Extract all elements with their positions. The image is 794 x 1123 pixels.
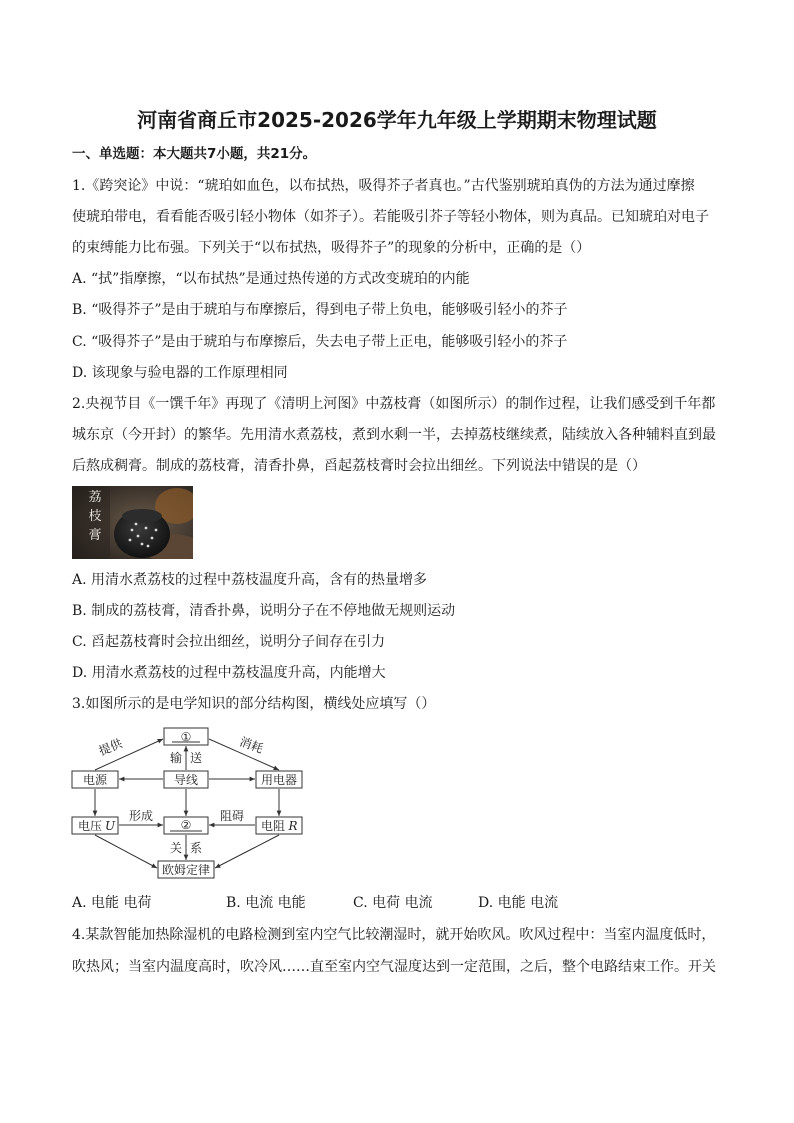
arrow-voltage-law bbox=[95, 835, 157, 868]
page-title: 河南省商丘市2025-2026学年九年级上学期期末物理试题 bbox=[137, 108, 657, 132]
q2-option-c: C. 舀起荔枝膏时会拉出细丝，说明分子间存在引力 bbox=[72, 634, 386, 650]
q2-option-a: A. 用清水煮荔枝的过程中荔枝温度升高，含有的热量增多 bbox=[72, 572, 428, 588]
photo-caption bbox=[85, 488, 105, 545]
q3-stem: 3.如图所示的是电学知识的部分结构图，横线处应填写（） bbox=[72, 696, 436, 712]
q1-stem-line-2: 使琥珀带电，看看能否吸引轻小物体（如芥子）。若能吸引芥子等轻小物体，则为真品。已知琥珀对电子 bbox=[72, 209, 709, 225]
label-voltage-symbol: U bbox=[104, 819, 116, 833]
q2-stem-line-3: 后熬成稠膏。制成的荔枝膏，清香扑鼻，舀起荔枝膏时会拉出细丝。下列说法中错误的是（） bbox=[72, 458, 646, 474]
label-resistance: 电阻 bbox=[260, 819, 286, 833]
q1-option-a: A. “拭”指摩擦，“以布拭热”是通过热传递的方式改变琥珀的内能 bbox=[72, 271, 470, 287]
q4-stem-line-2: 吹热风；当室内温度高时，吹冷风……直至室内空气湿度达到一定范围，之后，整个电路结束工作。开关 bbox=[72, 959, 716, 975]
label-source: 电源 bbox=[82, 773, 108, 787]
label-resistance-symbol: R bbox=[288, 819, 298, 833]
lizhi-paste-photo bbox=[72, 486, 193, 559]
q1-option-b: B. “吸得芥子”是由于琥珀与布摩擦后，得到电子带上负电，能够吸引轻小的芥子 bbox=[72, 302, 568, 318]
edge-label-transport-2: 送 bbox=[189, 751, 203, 765]
photo-caption-char: 荔 bbox=[88, 490, 102, 505]
q1-stem-line-3: 的束缚能力比布强。下列关于“以布拭热，吸得芥子”的现象的分析中，正确的是（） bbox=[72, 240, 591, 256]
q2-stem-line-1: 2.央视节目《一馔千年》再现了《清明上河图》中荔枝膏（如图所示）的制作过程，让我们感受到千年都 bbox=[72, 396, 716, 412]
arrow-resistance-law bbox=[215, 835, 279, 868]
q2-option-d: D. 用清水煮荔枝的过程中荔枝温度升高，内能增大 bbox=[72, 665, 386, 681]
q1-option-d: D. 该现象与验电器的工作原理相同 bbox=[72, 365, 288, 381]
section-heading: 一、单选题：本大题共7小题，共21分。 bbox=[72, 146, 317, 162]
q3-option-c: C. 电荷 电流 bbox=[353, 895, 433, 911]
q1-stem-line-1: 1.《跨突论》中说：“琥珀如血色，以布拭热，吸得芥子者真也。”古代鉴别琥珀真伪的方法为通过摩擦 bbox=[72, 178, 695, 194]
photo-caption-char: 膏 bbox=[88, 528, 102, 543]
electric-knowledge-diagram bbox=[70, 722, 310, 884]
q4-stem-line-1: 4.某款智能加热除湿机的电路检测到室内空气比较潮湿时，就开始吹风。吹风过程中：当室内温度低时， bbox=[72, 927, 716, 943]
label-ohms-law: 欧姆定律 bbox=[161, 863, 211, 877]
label-appliance: 用电器 bbox=[260, 773, 298, 787]
edge-label-consume: 消耗 bbox=[237, 734, 266, 756]
edge-label-relation-1: 关 bbox=[169, 841, 183, 855]
edge-label-obstruct: 阻碍 bbox=[219, 809, 245, 823]
q2-stem-line-2: 城东京（今开封）的繁华。先用清水煮荔枝，煮到水剩一半，去掉荔枝继续煮，陆续放入各种辅料直到最 bbox=[72, 427, 716, 443]
q3-option-a: A. 电能 电荷 bbox=[72, 895, 152, 911]
label-voltage: 电压 bbox=[77, 819, 103, 833]
q1-option-c: C. “吸得芥子”是由于琥珀与布摩擦后，失去电子带上正电，能够吸引轻小的芥子 bbox=[72, 334, 568, 350]
edge-label-transport-1: 输 bbox=[169, 751, 183, 765]
label-wire: 导线 bbox=[173, 773, 199, 787]
photo-caption-char: 枝 bbox=[88, 509, 102, 524]
edge-label-relation-2: 系 bbox=[189, 841, 203, 855]
q3-option-b: B. 电流 电能 bbox=[226, 895, 306, 911]
q2-option-b: B. 制成的荔枝膏，清香扑鼻，说明分子在不停地做无规则运动 bbox=[72, 603, 456, 619]
edge-label-provide: 提供 bbox=[96, 736, 125, 759]
label-blank-2: ② bbox=[180, 818, 192, 832]
label-blank-1: ① bbox=[180, 730, 192, 744]
q3-option-d: D. 电能 电流 bbox=[478, 895, 559, 911]
edge-label-form: 形成 bbox=[128, 809, 154, 823]
